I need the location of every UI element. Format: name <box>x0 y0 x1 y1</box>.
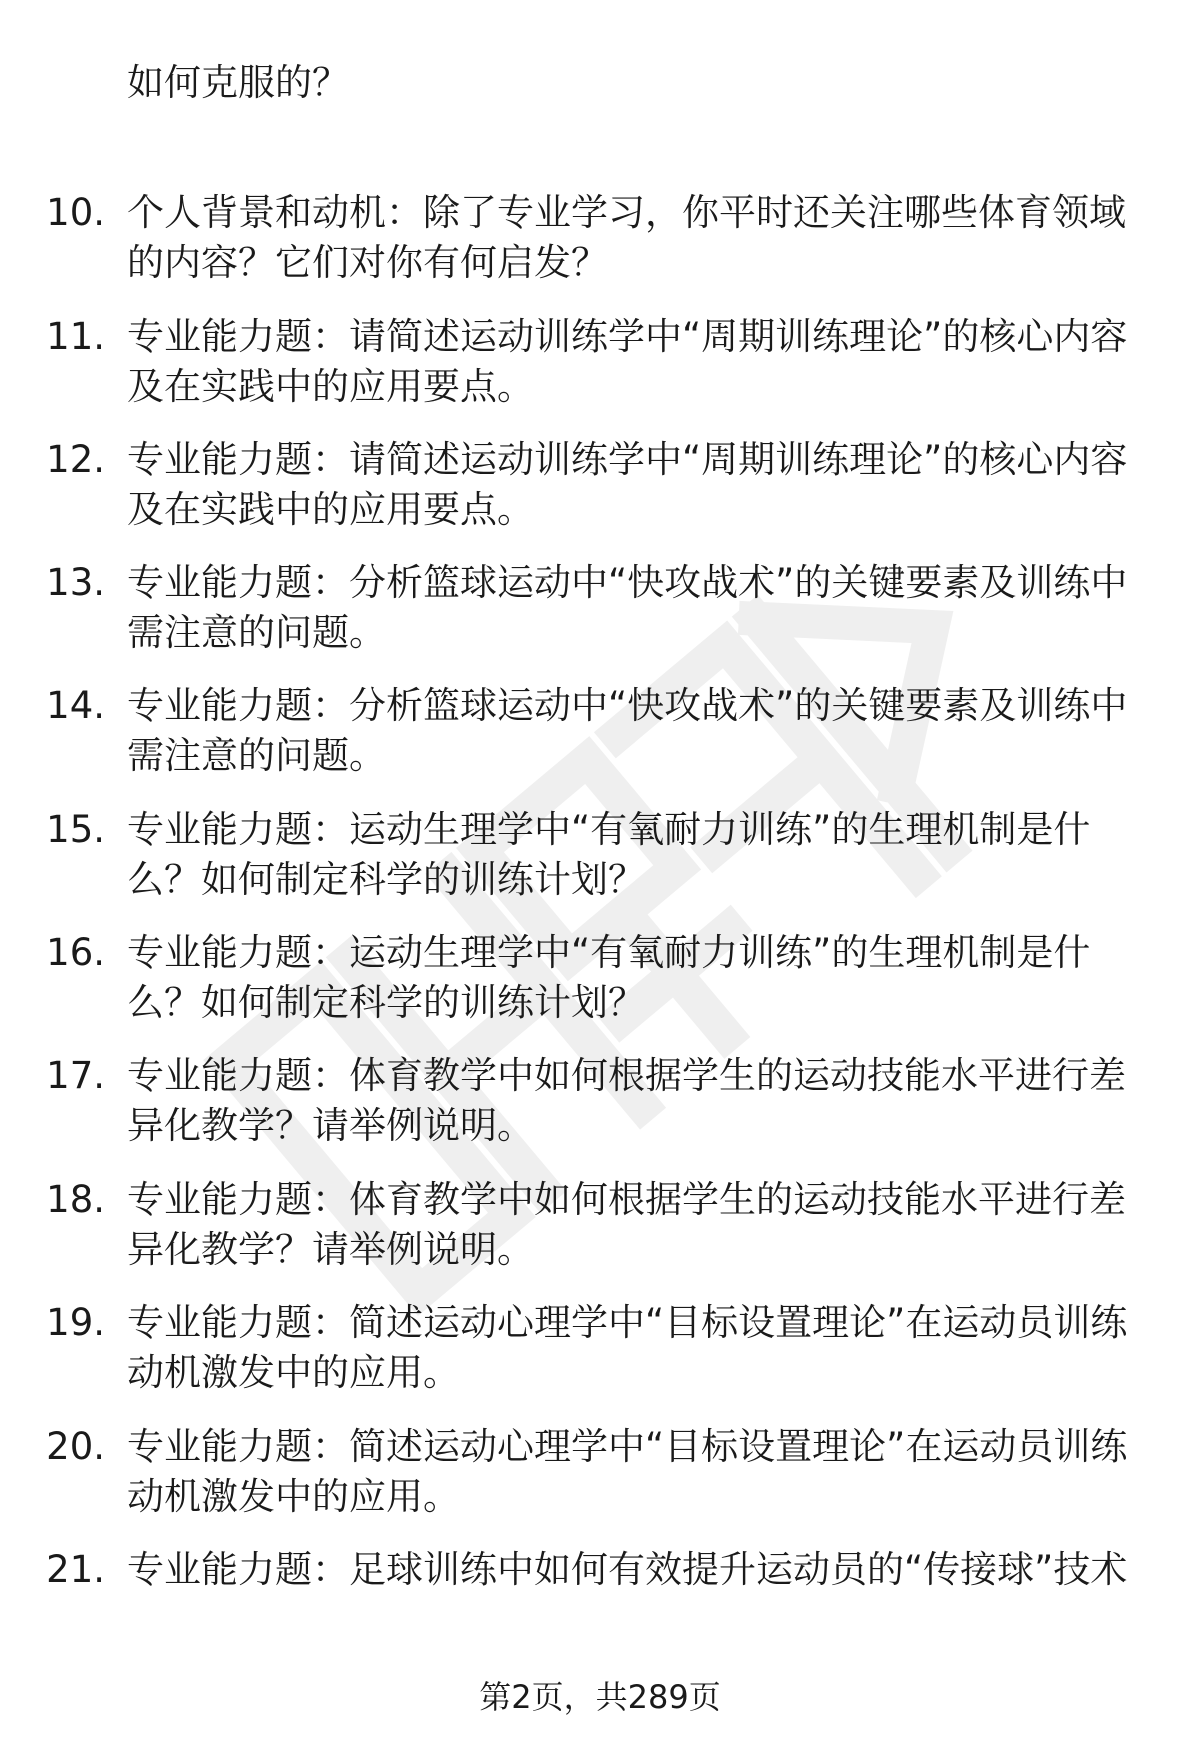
item-number: 20. <box>46 1425 105 1468</box>
item-text: 个人背景和动机：除了专业学习，你平时还关注哪些体育领域的内容？它们对你有何启发？ <box>127 191 1126 284</box>
item-text: 专业能力题：体育教学中如何根据学生的运动技能水平进行差异化教学？请举例说明。 <box>127 1178 1126 1271</box>
item-text: 专业能力题：简述运动心理学中“目标设置理论”在运动员训练动机激发中的应用。 <box>127 1425 1128 1518</box>
item-number: 14. <box>46 684 105 727</box>
continuation-text: 如何克服的？ <box>127 61 349 104</box>
item-number: 18. <box>46 1178 105 1221</box>
item-text: 专业能力题：请简述运动训练学中“周期训练理论”的核心内容及在实践中的应用要点。 <box>127 315 1128 408</box>
item-number: 17. <box>46 1054 105 1097</box>
item-number: 12. <box>46 438 105 481</box>
item-number: 13. <box>46 561 105 604</box>
item-text: 专业能力题：分析篮球运动中“快攻战术”的关键要素及训练中需注意的问题。 <box>127 684 1128 777</box>
item-number: 19. <box>46 1301 105 1344</box>
item-number: 21. <box>46 1548 105 1591</box>
item-text: 专业能力题：足球训练中如何有效提升运动员的“传接球”技术 <box>127 1548 1128 1591</box>
item-text: 专业能力题：运动生理学中“有氧耐力训练”的生理机制是什么？如何制定科学的训练计划？ <box>127 931 1091 1024</box>
item-text: 专业能力题：请简述运动训练学中“周期训练理论”的核心内容及在实践中的应用要点。 <box>127 438 1128 531</box>
item-number: 11. <box>46 315 105 358</box>
item-text: 专业能力题：运动生理学中“有氧耐力训练”的生理机制是什么？如何制定科学的训练计划？ <box>127 808 1091 901</box>
item-number: 10. <box>46 191 105 234</box>
item-number: 16. <box>46 931 105 974</box>
item-text: 专业能力题：分析篮球运动中“快攻战术”的关键要素及训练中需注意的问题。 <box>127 561 1128 654</box>
item-text: 专业能力题：简述运动心理学中“目标设置理论”在运动员训练动机激发中的应用。 <box>127 1301 1128 1394</box>
page-footer: 第2页，共289页 <box>479 1678 721 1716</box>
item-text: 专业能力题：体育教学中如何根据学生的运动技能水平进行差异化教学？请举例说明。 <box>127 1054 1126 1147</box>
item-number: 15. <box>46 808 105 851</box>
